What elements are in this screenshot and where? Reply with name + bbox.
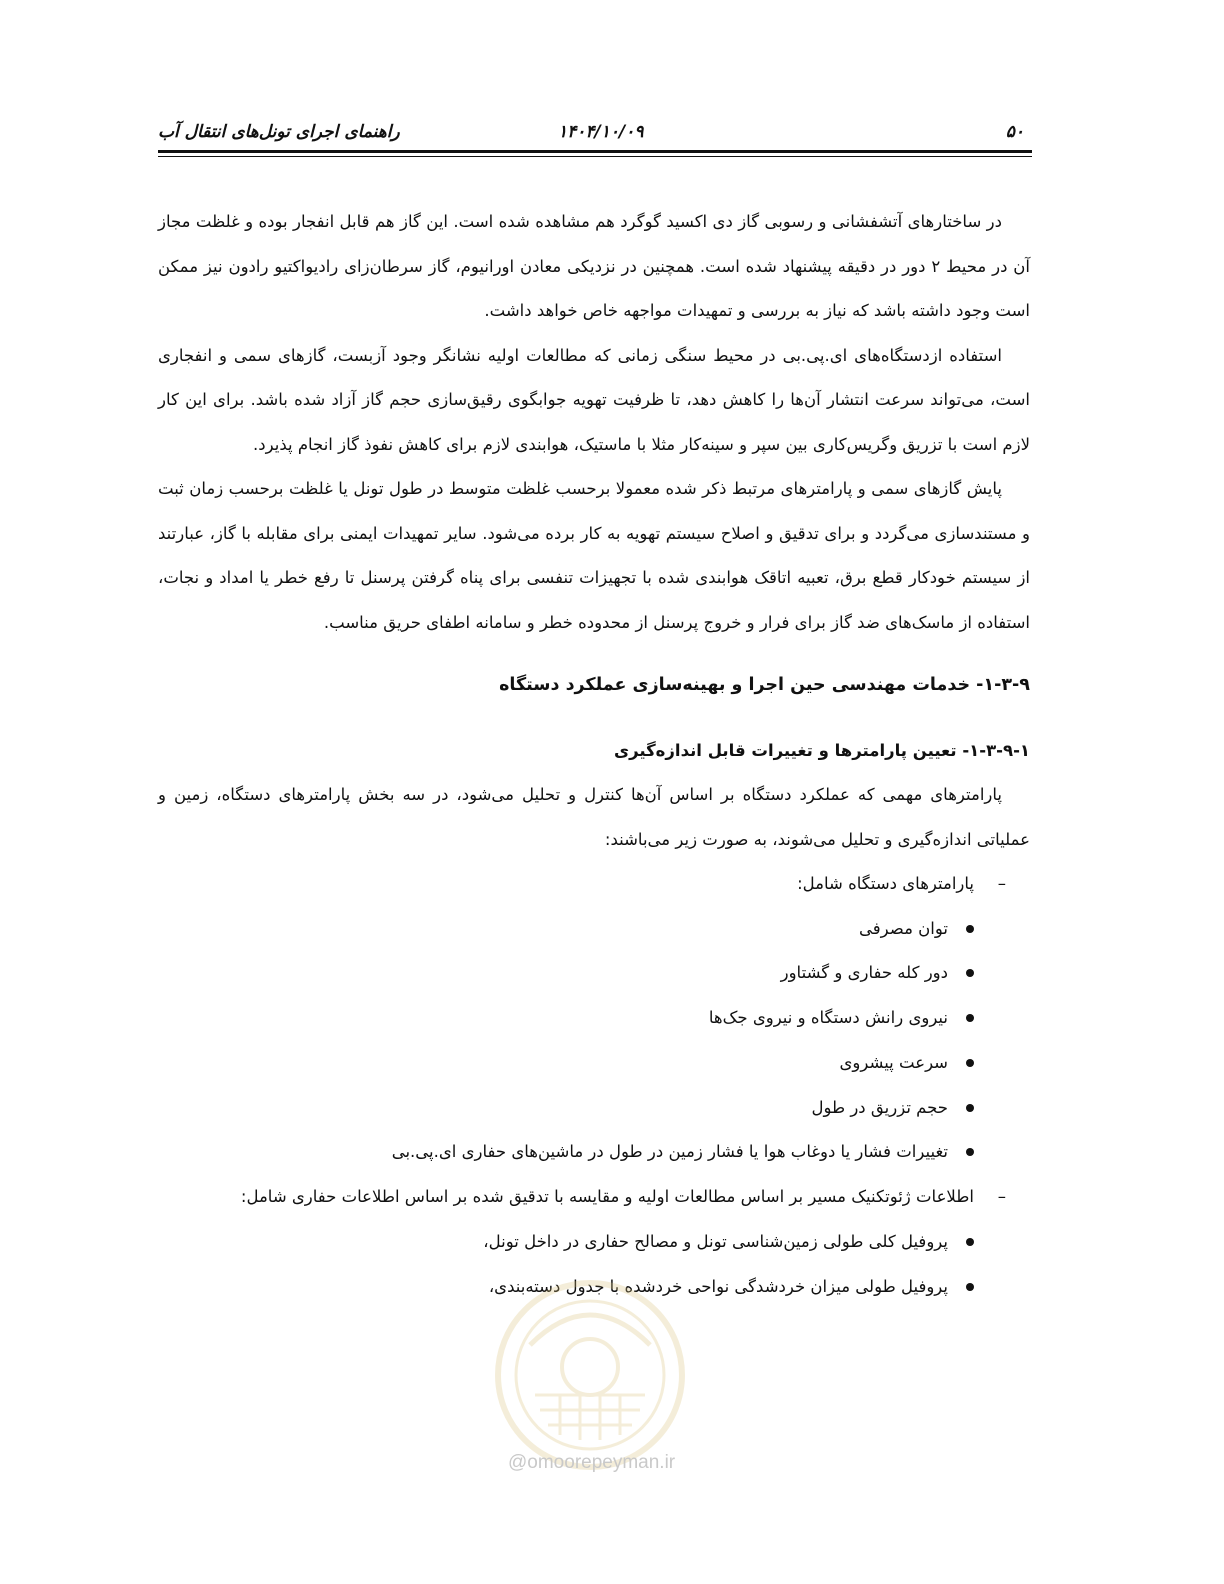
list-item-text: حجم تزریق در طول	[811, 1097, 948, 1117]
paragraph: در ساختارهای آتشفشانی و رسوبی گاز دی اکسید گوگرد هم مشاهده شده است. این گاز هم قابل انفجار بوده و غلظت مجاز آن در محیط ۲ دور در دقیقه پیشنهاد شده است. همچنین در نزدیکی معادن اورانیوم، گاز سرطان‌زای رادیواکتیو رادون نیز ممکن است وجود داشته باشد که نیاز به بررسی و تمهیدات مواجهه خاص خواهد داشت.	[158, 212, 1030, 320]
watermark-seal-icon	[490, 1275, 690, 1475]
header-rule-thick	[158, 150, 1032, 153]
header-rule-thin	[158, 156, 1032, 157]
bullet-icon	[966, 1014, 974, 1022]
watermark-text: @omoorepeyman.ir	[508, 1452, 676, 1473]
list-heading-label: پارامترهای دستگاه شامل:	[797, 874, 974, 893]
list-item	[158, 1041, 948, 1086]
list-item	[158, 1130, 948, 1175]
list-item	[158, 907, 948, 952]
page-number: ۵۰	[1005, 122, 1024, 142]
document-body	[158, 200, 1030, 1309]
bullet-icon	[966, 1148, 974, 1156]
paragraph: استفاده ازدستگاه‌های ای.پی.بی در محیط سنگی زمانی که مطالعات اولیه نشانگر وجود آزبست، گازهای سمی و انفجاری است، می‌تواند سرعت انتشار آن‌ها را کاهش دهد، تا ظرفیت تهویه جوابگوی رقیق‌سازی حجم گاز آزاد شده باشد. برای این کار لازم است با تزریق وگریس‌کاری بین سپر و سینه‌کار مثلا با ماستیک، هوابندی لازم برای کاهش نفوذ گاز انجام پذیرد.	[158, 345, 1030, 454]
list-heading	[158, 862, 1006, 907]
bullet-icon	[966, 1238, 974, 1246]
list-item-text: توان مصرفی	[859, 918, 948, 938]
bullet-icon	[966, 969, 974, 977]
subsection-heading: ۱-۳-۹-۱- تعیین پارامترها و تغییرات قابل اندازه‌گیری	[613, 741, 1030, 760]
list-item	[158, 951, 948, 996]
bullet-icon	[966, 1283, 974, 1291]
list-heading-label: اطلاعات ژئوتکنیک مسیر بر اساس مطالعات اولیه و مقایسه با تدقیق شده بر اساس اطلاعات حفاری شامل:	[240, 1187, 974, 1207]
list-item-text: دور کله حفاری و گشتاور	[780, 963, 948, 983]
bullet-icon	[966, 1104, 974, 1112]
bullet-list	[158, 907, 948, 1176]
list-item	[158, 996, 948, 1041]
dash-marker: –	[997, 874, 1006, 893]
list-item-text: نیروی رانش دستگاه و نیروی جک‌ها	[708, 1008, 948, 1028]
bullet-icon	[966, 1059, 974, 1067]
list-item	[158, 1220, 948, 1265]
header-title: راهنمای اجرای تونل‌های انتقال آب	[158, 122, 400, 142]
header-date: ۱۴۰۴/۱۰/۰۹	[558, 122, 644, 142]
list-heading	[158, 1175, 1006, 1220]
list-item-text: تغییرات فشار یا دوغاب هوا یا فشار زمین در طول در ماشین‌های حفاری ای.پی.بی	[391, 1142, 948, 1162]
section-heading: ۱-۳-۹- خدمات مهندسی حین اجرا و بهینه‌سازی عملکرد دستگاه	[499, 675, 1030, 695]
bullet-icon	[966, 925, 974, 933]
list-item-text: پروفیل کلی طولی زمین‌شناسی تونل و مصالح حفاری در داخل تونل،	[483, 1231, 948, 1251]
paragraph: پایش گازهای سمی و پارامترهای مرتبط ذکر شده معمولا برحسب غلظت متوسط در طول تونل یا غلظت برحسب زمان ثبت و مستندسازی می‌گردد و برای تدقیق و اصلاح سیستم تهویه به کار برده می‌شود. سایر تمهیدات ایمنی برای مقابله با گاز، عبارتند از سیستم خودکار قطع برق، تعبیه اتاقک هوابندی شده با تجهیزات تنفسی برای پناه گرفتن پرسنل تا رفع خطر یا امداد و نجات، استفاده از ماسک‌های ضد گاز برای فرار و خروج پرسنل از محدوده خطر و سامانه اطفای حریق مناسب.	[158, 479, 1030, 632]
list-item-text: سرعت پیشروی	[839, 1052, 948, 1072]
list-item-text: پروفیل طولی میزان خردشدگی نواحی خردشده با جدول دسته‌بندی،	[488, 1276, 948, 1296]
dash-marker: –	[997, 1187, 1006, 1207]
list-item	[158, 1086, 948, 1131]
paragraph: پارامترهای مهمی که عملکرد دستگاه بر اساس آن‌ها کنترل و تحلیل می‌شود، در سه بخش پارامترهای دستگاه، زمین و عملیاتی اندازه‌گیری و تحلیل می‌شوند، به صورت زیر می‌باشند:	[158, 785, 1030, 849]
